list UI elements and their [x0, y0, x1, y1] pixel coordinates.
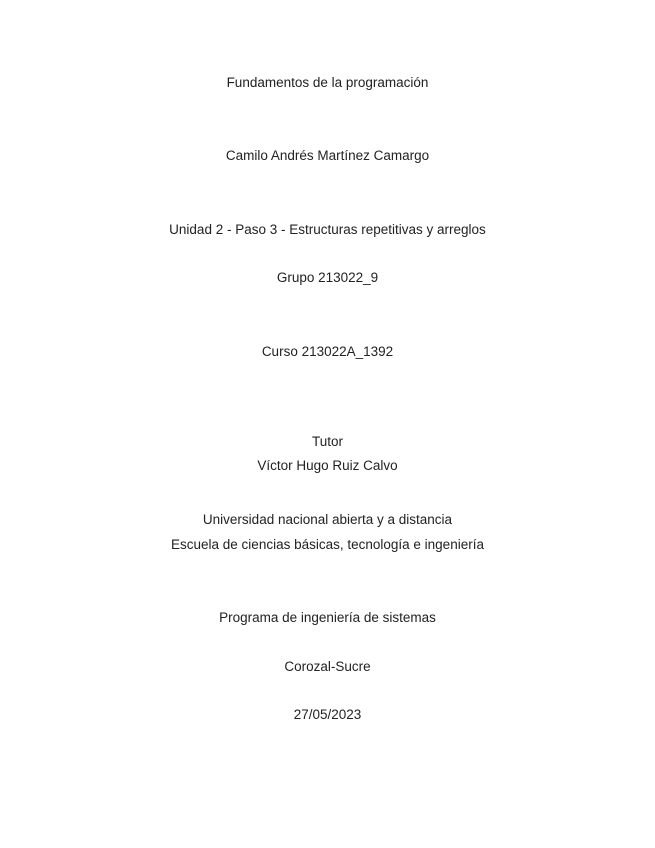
city: Corozal-Sucre	[284, 659, 371, 674]
student-name: Camilo Andrés Martínez Camargo	[225, 148, 430, 163]
school-name: Escuela de ciencias básicas, tecnología e ingeniería	[171, 537, 484, 552]
tutor-name: Víctor Hugo Ruiz Calvo	[257, 458, 398, 473]
group-number: Grupo 213022_9	[276, 270, 379, 285]
course-name: Fundamentos de la programación	[226, 75, 429, 90]
program-name: Programa de ingeniería de sistemas	[219, 610, 436, 625]
activity-title: Unidad 2 - Paso 3 - Estructuras repetitivas y arreglos	[169, 222, 486, 237]
university-name: Universidad nacional abierta y a distancia	[202, 512, 453, 527]
date: 27/05/2023	[293, 707, 362, 722]
course-code: Curso 213022A_1392	[261, 344, 394, 359]
tutor-label: Tutor	[311, 434, 343, 449]
